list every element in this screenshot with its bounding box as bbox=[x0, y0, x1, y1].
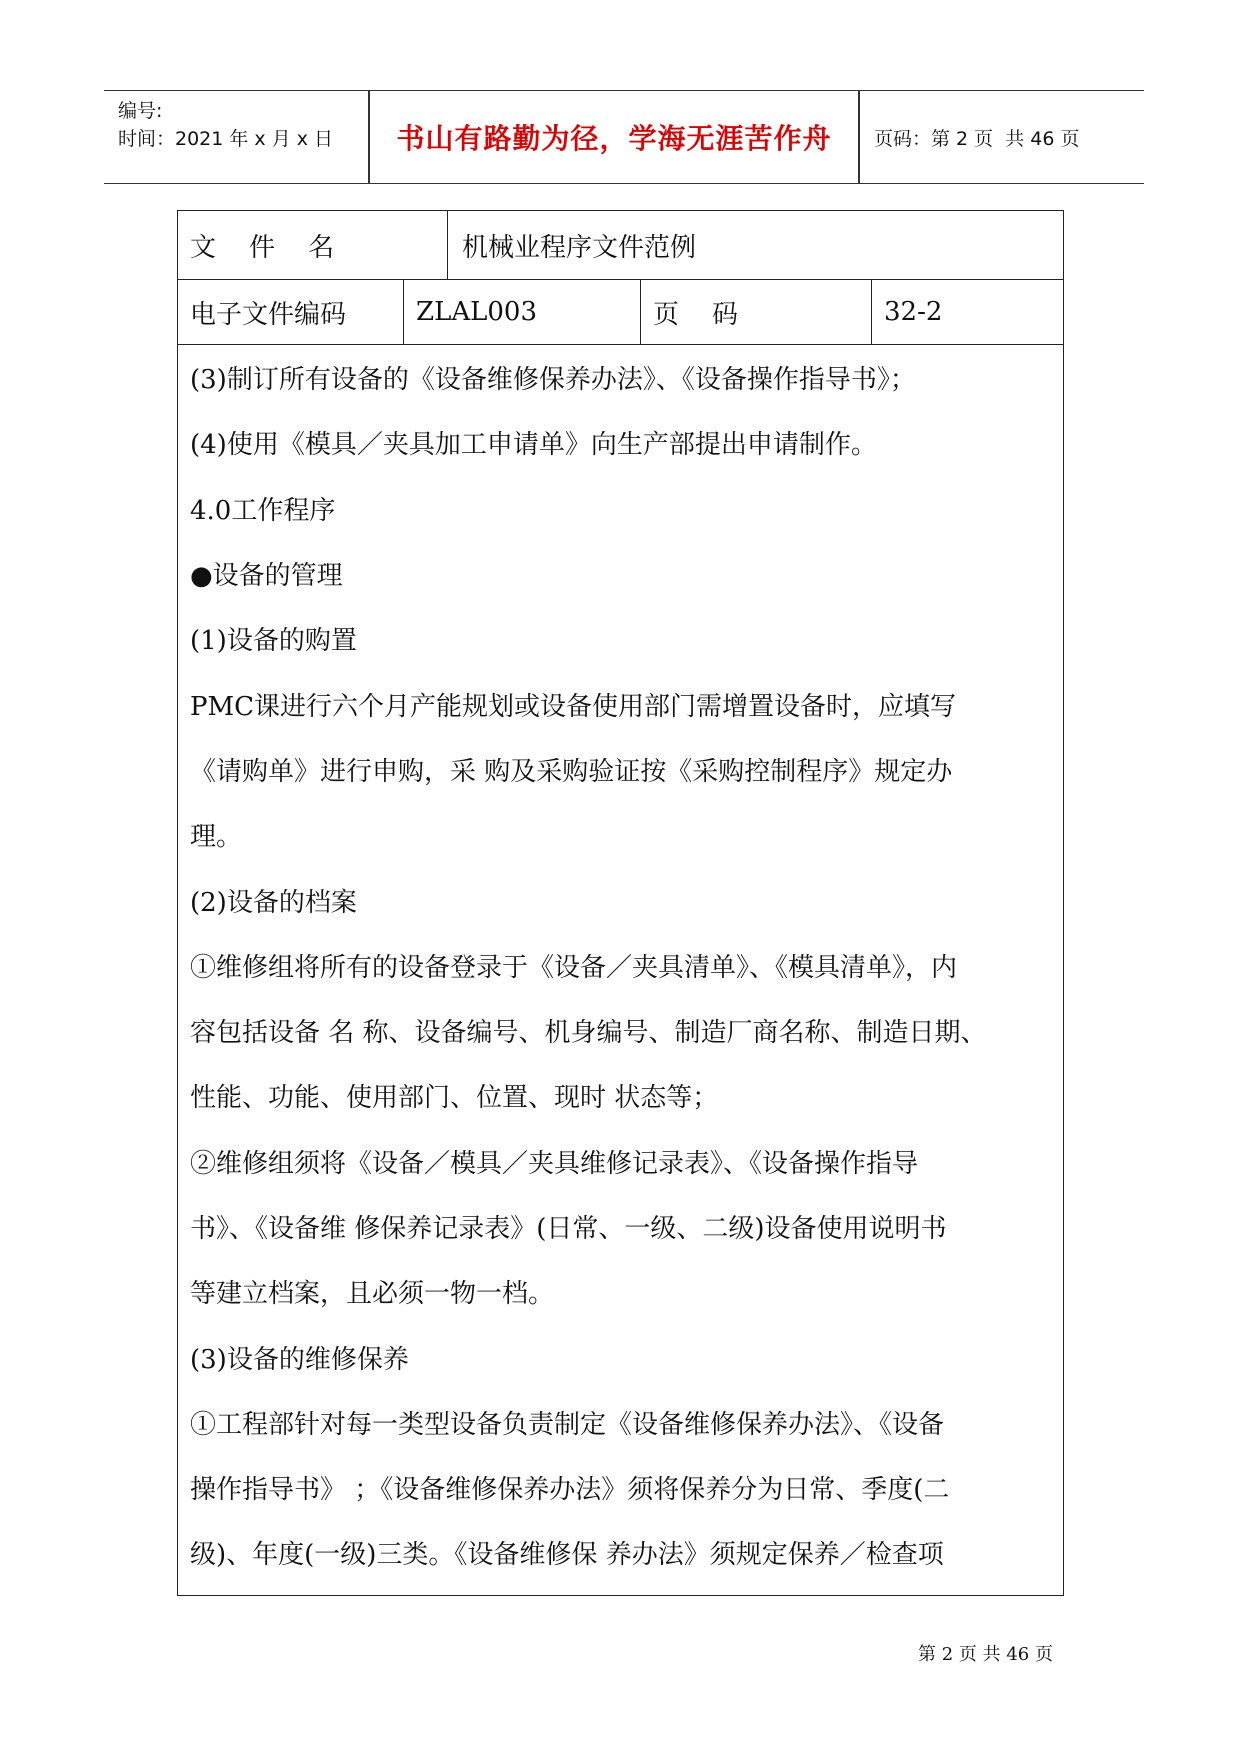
document-time-label: 时间：2021 年 x 月 x 日 bbox=[118, 128, 334, 150]
body-line: 性能、功能、使用部门、位置、现时 状态等； bbox=[190, 1083, 719, 1114]
file-name-row bbox=[178, 211, 1063, 280]
header-divider bbox=[858, 91, 860, 183]
file-code-row bbox=[178, 280, 1063, 345]
document-body bbox=[190, 345, 1050, 1586]
subsection-heading: (3)设备的维修保养 bbox=[190, 1344, 409, 1375]
body-line: 容包括设备 名 称、设备编号、机身编号、制造厂商名称、制造日期、 bbox=[190, 1018, 987, 1049]
body-line: 操作指导书》 ；《设备维修保养办法》须将保养分为日常、季度(二 bbox=[190, 1475, 950, 1506]
section-heading: 4.0工作程序 bbox=[190, 495, 336, 526]
subsection-heading: (2)设备的档案 bbox=[190, 887, 357, 918]
header-motto: 书山有路勤为径，学海无涯苦作舟 bbox=[396, 122, 832, 155]
document-table bbox=[177, 210, 1064, 1596]
body-line: ①维修组将所有的设备登录于《设备／夹具清单》、《模具清单》，内 bbox=[190, 952, 958, 983]
section-heading: ●设备的管理 bbox=[190, 561, 343, 592]
header-page-info: 页码：第 2 页 共 46 页 bbox=[874, 127, 1080, 150]
page-number-value: 32-2 bbox=[871, 280, 1063, 344]
file-name-value: 机械业程序文件范例 bbox=[447, 211, 1063, 279]
body-line: 级)、年度(一级)三类。《设备维修保 养办法》须规定保养／检查项 bbox=[190, 1540, 944, 1571]
page-number-label: 页 码 bbox=[640, 280, 871, 344]
body-line: (4)使用《模具／夹具加工申请单》向生产部提出申请制作。 bbox=[190, 430, 877, 461]
page-header bbox=[104, 90, 1144, 184]
body-line: 书》、《设备维 修保养记录表》(日常、一级、二级)设备使用说明书 bbox=[190, 1214, 947, 1244]
subsection-heading: (1)设备的购置 bbox=[190, 626, 357, 657]
file-code-label: 电子文件编码 bbox=[190, 299, 347, 330]
file-code-value: ZLAL003 bbox=[403, 280, 640, 344]
document-number-label: 编号: bbox=[118, 100, 163, 122]
header-meta bbox=[118, 97, 333, 153]
body-line: (3)制订所有设备的《设备维修保养办法》、《设备操作指导书》； bbox=[190, 365, 916, 396]
body-line: ②维修组须将《设备／模具／夹具维修记录表》、《设备操作指导 bbox=[190, 1148, 919, 1179]
page-footer: 第 2 页 共 46 页 bbox=[918, 1644, 1053, 1665]
file-name-label: 文 件 名 bbox=[190, 232, 335, 263]
body-line: 等建立档案，且必须一物一档。 bbox=[190, 1279, 555, 1310]
body-line: 理。 bbox=[190, 822, 243, 853]
body-line: PMC课进行六个月产能规划或设备使用部门需增置设备时，应填写 bbox=[190, 691, 957, 722]
body-line: ①工程部针对每一类型设备负责制定《设备维修保养办法》、《设备 bbox=[190, 1409, 945, 1440]
body-line: 《请购单》进行申购，采 购及采购验证按《采购控制程序》规定办 bbox=[190, 756, 953, 787]
